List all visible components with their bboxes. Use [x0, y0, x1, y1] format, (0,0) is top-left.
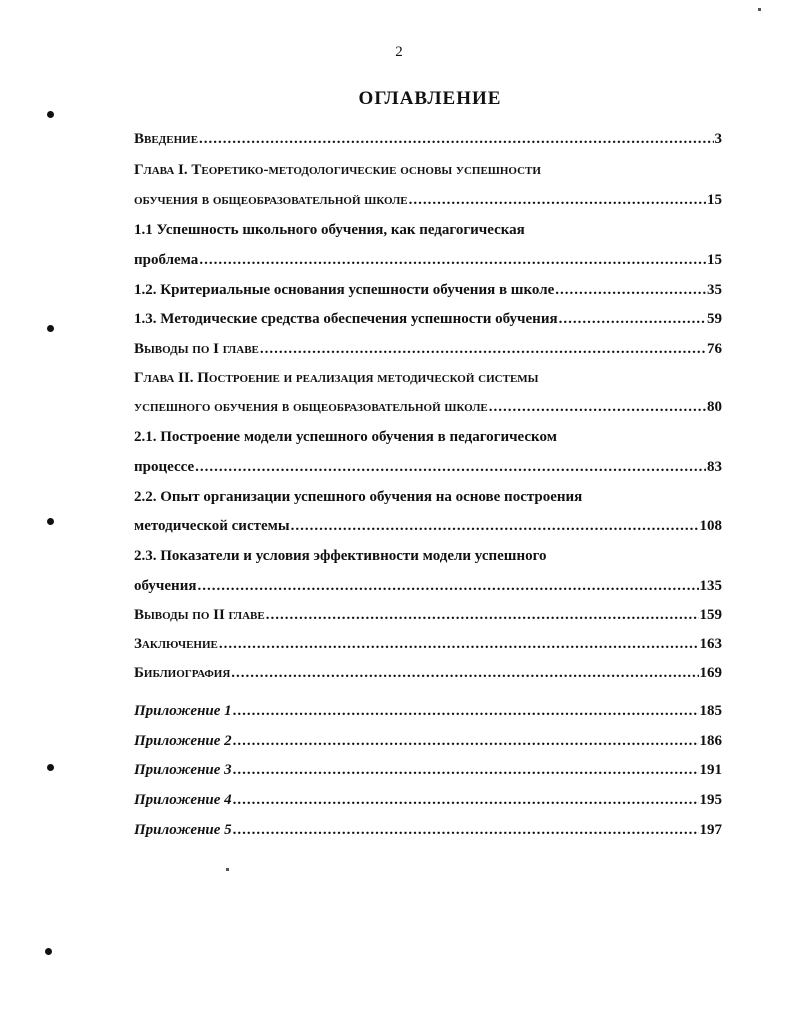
toc-entry-section-2-3[interactable] [134, 578, 722, 600]
leader-dots [195, 459, 706, 476]
binder-hole-mark [45, 948, 52, 955]
toc-entry-label: Выводы по II главе [134, 607, 265, 623]
scan-speck [226, 868, 229, 871]
binder-hole-mark [47, 111, 54, 118]
leader-dots [260, 341, 706, 358]
leader-dots [199, 131, 713, 148]
toc-entry-section-2-2-title[interactable] [134, 489, 722, 511]
toc-entry-page: 76 [707, 341, 722, 357]
toc-entry-section-2-3-title[interactable] [134, 548, 722, 570]
leader-dots [233, 762, 699, 779]
leader-dots [409, 192, 706, 209]
toc-entry-label: Глава II. Построение и реализация методической системы [134, 370, 539, 386]
toc-entry-conclusion[interactable] [134, 636, 722, 658]
leader-dots [291, 518, 699, 535]
toc-entry-label: Приложение 3 [134, 762, 232, 778]
toc-entry-label: процессе [134, 459, 195, 475]
toc-entry-appendix-5[interactable] [134, 822, 722, 844]
toc-entry-label: 2.1. Построение модели успешного обучения в педагогическом [134, 429, 557, 445]
leader-dots [233, 792, 699, 809]
toc-entry-label: Приложение 4 [134, 792, 232, 808]
toc-entry-page: 195 [699, 792, 722, 808]
toc-entry-label: 1.1 Успешность школьного обучения, как педагогическая [134, 222, 525, 238]
toc-entry-label: 2.2. Опыт организации успешного обучения на основе построения [134, 489, 583, 505]
toc-entry-page: 80 [707, 399, 722, 415]
leader-dots [219, 636, 699, 653]
toc-entry-page: 35 [707, 282, 722, 298]
toc-entry-page: 108 [699, 518, 722, 534]
toc-entry-chapter-1-title[interactable] [134, 162, 722, 184]
toc-entry-introduction[interactable] [134, 131, 722, 153]
toc-entry-page: 185 [699, 703, 722, 719]
toc-entry-section-1-1-title[interactable] [134, 222, 722, 244]
toc-entry-page: 159 [699, 607, 722, 623]
leader-dots [559, 311, 706, 328]
toc-entry-section-2-1-title[interactable] [134, 429, 722, 451]
leader-dots [233, 822, 699, 839]
toc-entry-label: Приложение 5 [134, 822, 232, 838]
leader-dots [231, 665, 698, 682]
page-number: 2 [395, 44, 403, 60]
toc-entry-label: Введение [134, 131, 199, 147]
toc-entry-appendix-4[interactable] [134, 792, 722, 814]
toc-entry-label: Приложение 2 [134, 733, 232, 749]
leader-dots [555, 282, 706, 299]
toc-entry-page: 135 [699, 578, 722, 594]
toc-entry-label: успешного обучения в общеобразовательной школе [134, 399, 488, 415]
leader-dots [197, 578, 698, 595]
toc-entry-appendix-2[interactable] [134, 733, 722, 755]
toc-entry-section-1-2[interactable] [134, 282, 722, 304]
page-title: ОГЛАВЛЕНИЕ [358, 88, 502, 109]
toc-entry-section-2-1[interactable] [134, 459, 722, 481]
binder-hole-mark [47, 764, 54, 771]
toc-entry-conclusions-2[interactable] [134, 607, 722, 629]
toc-entry-page: 15 [707, 252, 722, 268]
toc-entry-label: проблема [134, 252, 199, 268]
leader-dots [266, 607, 699, 624]
toc-entry-label: методической системы [134, 518, 290, 534]
toc-entry-page: 59 [707, 311, 722, 327]
toc-entry-label: Глава I. Теоретико-методологические основы успешности [134, 162, 541, 178]
toc-entry-page: 197 [699, 822, 722, 838]
toc-entry-label: обучения [134, 578, 197, 594]
toc-entry-page: 163 [699, 636, 722, 652]
toc-entry-label: 1.3. Методические средства обеспечения успешности обучения [134, 311, 558, 327]
toc-entry-chapter-2-title[interactable] [134, 370, 722, 392]
toc-entry-label: Выводы по I главе [134, 341, 259, 357]
toc-entry-bibliography[interactable] [134, 665, 722, 687]
scan-speck [758, 8, 761, 11]
toc-entry-chapter-1[interactable] [134, 192, 722, 214]
toc-entry-section-1-1[interactable] [134, 252, 722, 274]
toc-entry-label: 2.3. Показатели и условия эффективности модели успешного [134, 548, 547, 564]
toc-entry-page: 83 [707, 459, 722, 475]
leader-dots [233, 703, 699, 720]
toc-entry-appendix-3[interactable] [134, 762, 722, 784]
toc-entry-label: 1.2. Критериальные основания успешности обучения в школе [134, 282, 555, 298]
toc-entry-page: 169 [699, 665, 722, 681]
toc-entry-page: 15 [707, 192, 722, 208]
toc-entry-label: Заключение [134, 636, 218, 652]
leader-dots [489, 399, 706, 416]
binder-hole-mark [47, 518, 54, 525]
toc-entry-section-1-3[interactable] [134, 311, 722, 333]
toc-entry-label: обучения в общеобразовательной школе [134, 192, 408, 208]
toc-entry-page: 191 [699, 762, 722, 778]
binder-hole-mark [47, 325, 54, 332]
leader-dots [199, 252, 706, 269]
toc-entry-page: 186 [699, 733, 722, 749]
toc-entry-page: 3 [714, 131, 722, 147]
toc-entry-appendix-1[interactable] [134, 703, 722, 725]
toc-entry-label: Приложение 1 [134, 703, 232, 719]
toc-entry-conclusions-1[interactable] [134, 341, 722, 363]
toc-entry-chapter-2[interactable] [134, 399, 722, 421]
toc-entry-section-2-2[interactable] [134, 518, 722, 540]
toc-entry-label: Библиография [134, 665, 231, 681]
leader-dots [233, 733, 699, 750]
